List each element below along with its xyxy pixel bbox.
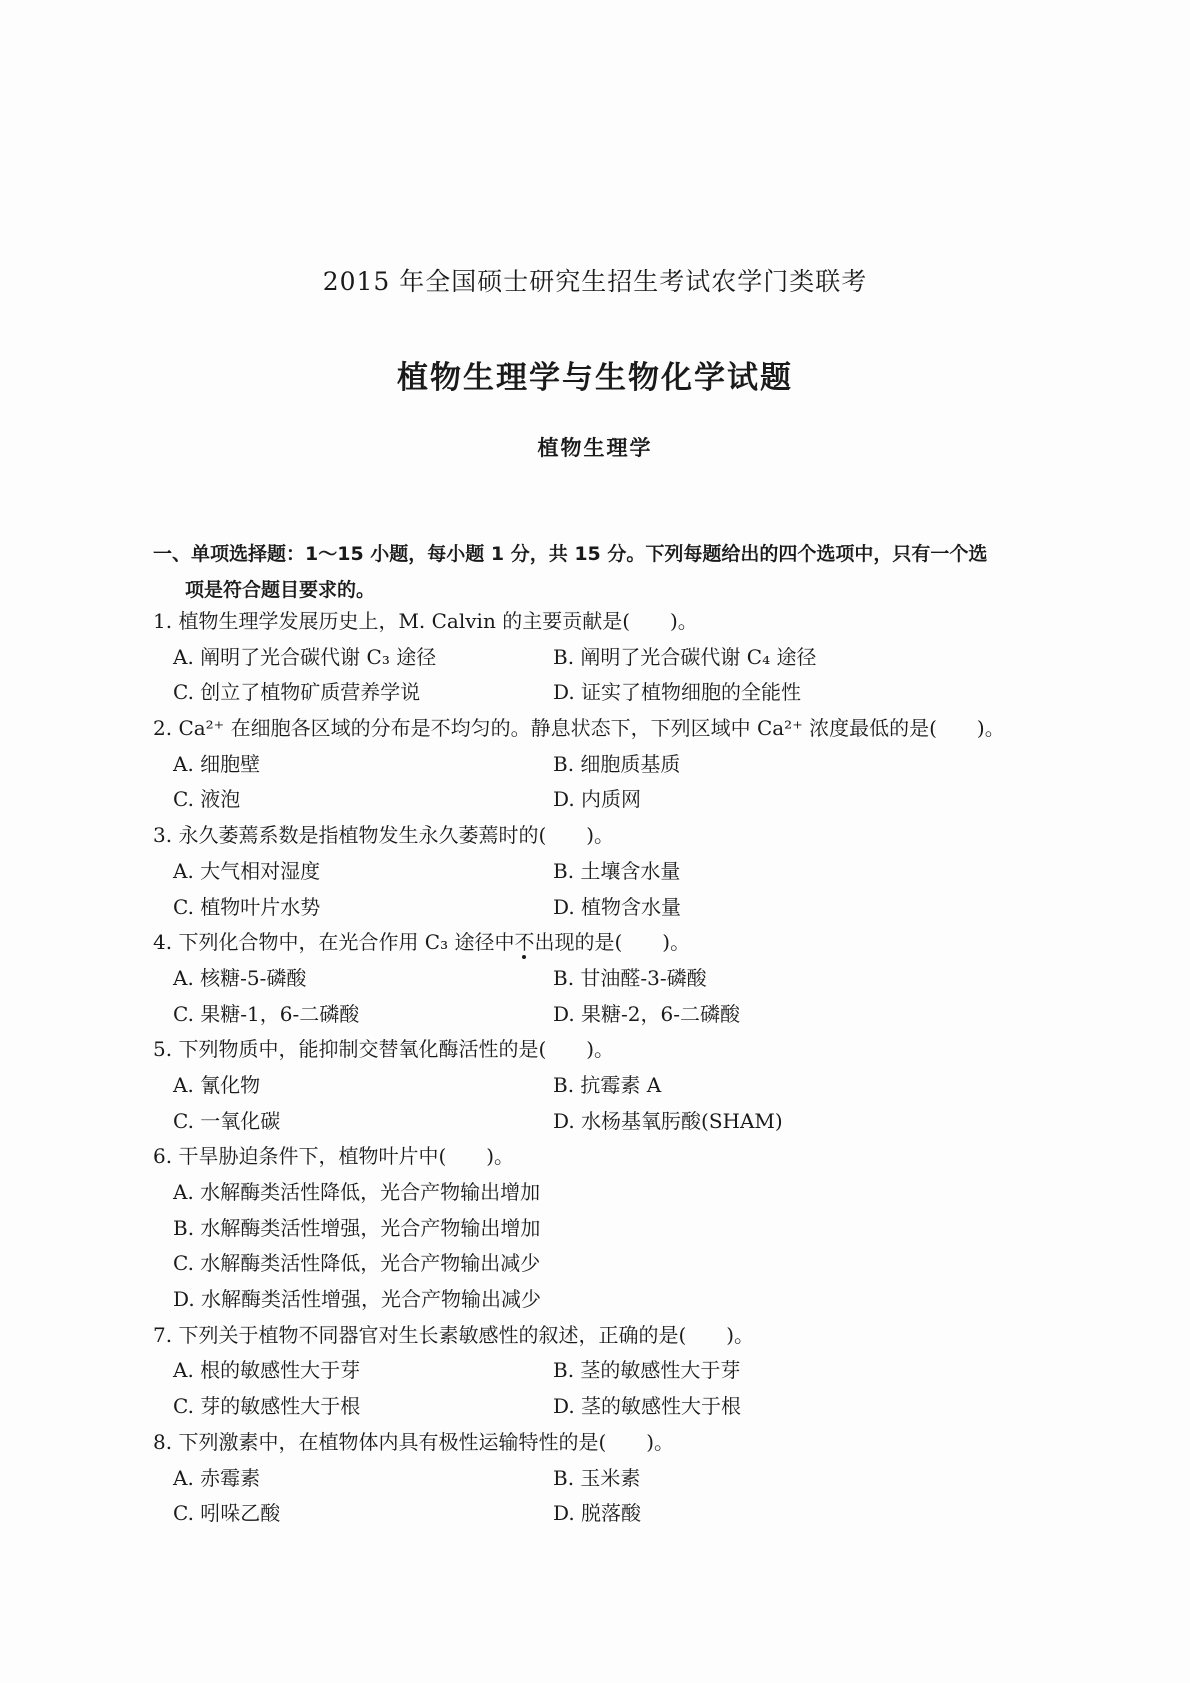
option-c: C. 水解酶类活性降低，光合产物输出减少 — [173, 1251, 541, 1276]
question-4 — [153, 925, 1053, 1032]
option-c: C. 液泡 — [173, 787, 241, 812]
option-a: A. 水解酶类活性降低，光合产物输出增加 — [173, 1180, 541, 1204]
option-a: A. 赤霉素 — [173, 1465, 261, 1490]
option-b: B. 细胞质基质 — [553, 751, 681, 776]
section-instructions — [153, 536, 1061, 608]
option-b: B. 茎的敏感性大于芽 — [553, 1358, 741, 1383]
question-list — [153, 604, 1053, 1532]
option-c: C. 果糖-1，6-二磷酸 — [173, 1001, 360, 1026]
option-a: A. 阐明了光合碳代谢 C₃ 途径 — [173, 644, 437, 669]
option-a: A. 核糖-5-磷酸 — [173, 965, 307, 990]
option-d: D. 证实了植物细胞的全能性 — [553, 680, 802, 705]
question-stem: 8. 下列激素中，在植物体内具有极性运输特性的是( )。 — [153, 1429, 675, 1454]
option-b: B. 玉米素 — [553, 1465, 641, 1490]
option-d: D. 水解酶类活性增强，光合产物输出减少 — [173, 1287, 542, 1312]
emphasis-not: 不 — [514, 925, 534, 961]
question-5 — [153, 1032, 1053, 1139]
option-b: B. 土壤含水量 — [553, 858, 681, 883]
question-6 — [153, 1139, 1053, 1317]
section-title: 植物生理学 — [537, 436, 653, 460]
instructions-line-2: 项是符合题目要求的。 — [185, 579, 376, 601]
question-3 — [153, 818, 1053, 925]
instructions-line-1: 一、单项选择题：1～15 小题，每小题 1 分，共 15 分。下列每题给出的四个选项中，只有一个选 — [153, 543, 988, 565]
question-1 — [153, 604, 1053, 711]
option-d: D. 果糖-2，6-二磷酸 — [553, 1001, 741, 1026]
option-d: D. 脱落酸 — [553, 1501, 642, 1526]
option-b: B. 甘油醛-3-磷酸 — [553, 965, 707, 990]
question-2 — [153, 711, 1053, 818]
option-b: B. 抗霉素 A — [553, 1072, 662, 1097]
question-stem: 6. 干旱胁迫条件下，植物叶片中( )。 — [153, 1144, 515, 1169]
option-c: C. 芽的敏感性大于根 — [173, 1394, 361, 1419]
option-d: D. 水杨基氧肟酸(SHAM) — [553, 1108, 783, 1133]
option-c: C. 吲哚乙酸 — [173, 1501, 281, 1526]
question-stem: 2. Ca²⁺ 在细胞各区域的分布是不均匀的。静息状态下，下列区域中 Ca²⁺ 浓度最低的是( )。 — [153, 716, 1005, 741]
exam-title: 2015 年全国硕士研究生招生考试农学门类联考 — [322, 267, 868, 296]
option-c: C. 一氧化碳 — [173, 1108, 281, 1133]
option-b: B. 阐明了光合碳代谢 C₄ 途径 — [553, 644, 817, 669]
stem-after: 出现的是( )。 — [534, 930, 691, 955]
question-stem — [153, 925, 1053, 961]
option-b: B. 水解酶类活性增强，光合产物输出增加 — [173, 1215, 541, 1240]
option-d: D. 内质网 — [553, 787, 642, 812]
option-d: D. 植物含水量 — [553, 894, 682, 919]
option-a: A. 细胞壁 — [173, 751, 261, 776]
option-d: D. 茎的敏感性大于根 — [553, 1394, 742, 1419]
question-8 — [153, 1425, 1053, 1532]
question-stem: 7. 下列关于植物不同器官对生长素敏感性的叙述，正确的是( )。 — [153, 1322, 755, 1347]
paper-title: 植物生理学与生物化学试题 — [397, 360, 793, 396]
option-c: C. 植物叶片水势 — [173, 894, 321, 919]
stem-before: 4. 下列化合物中，在光合作用 C₃ 途径中 — [153, 930, 515, 955]
question-stem: 1. 植物生理学发展历史上，M. Calvin 的主要贡献是( )。 — [153, 609, 698, 633]
option-c: C. 创立了植物矿质营养学说 — [173, 680, 421, 705]
question-stem: 5. 下列物质中，能抑制交替氧化酶活性的是( )。 — [153, 1037, 615, 1062]
question-stem: 3. 永久萎蔫系数是指植物发生永久萎蔫时的( )。 — [153, 823, 615, 848]
option-a: A. 氰化物 — [173, 1072, 261, 1097]
question-7 — [153, 1318, 1053, 1425]
option-a: A. 根的敏感性大于芽 — [173, 1358, 361, 1383]
option-a: A. 大气相对湿度 — [173, 858, 321, 883]
